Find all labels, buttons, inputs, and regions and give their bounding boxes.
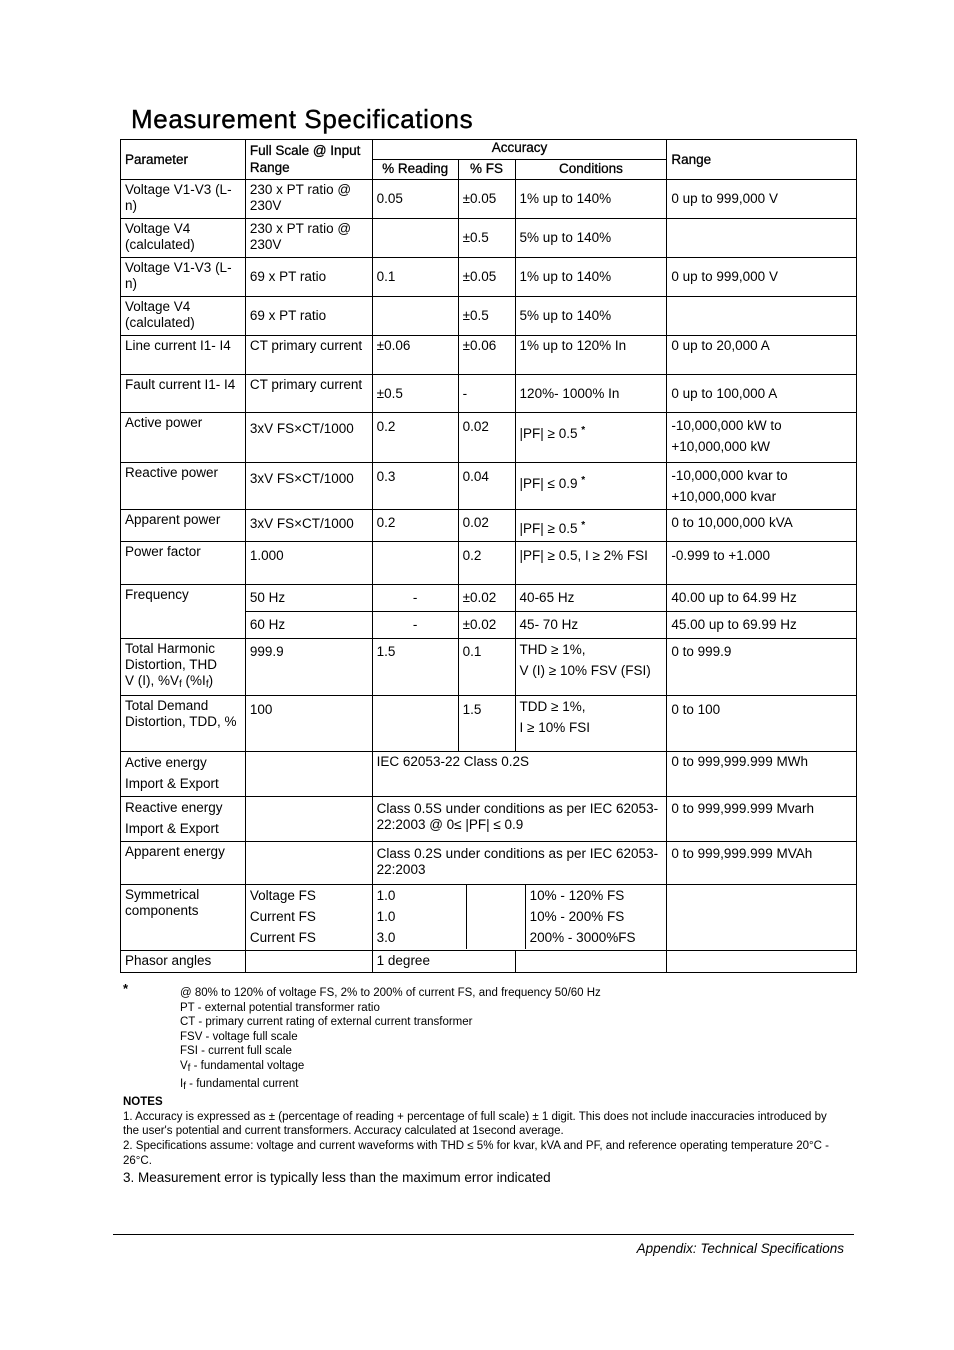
table-row bbox=[121, 258, 857, 297]
cell-conditions: 1% up to 120% In bbox=[515, 336, 667, 375]
footnote-star: * bbox=[581, 520, 586, 531]
conditions-line: 200% - 3000%FS bbox=[529, 930, 636, 945]
param-line: Import & Export bbox=[125, 776, 219, 791]
cell-conditions bbox=[515, 639, 667, 696]
reading-line: 3.0 bbox=[376, 930, 396, 945]
cell-parameter: Frequency bbox=[121, 585, 246, 639]
cell-range bbox=[667, 413, 857, 463]
cell-range bbox=[667, 951, 857, 973]
cell-range: 0 to 999,999.999 MVAh bbox=[667, 842, 857, 885]
cell-reading: ±0.06 bbox=[372, 336, 458, 375]
cell-fs: - bbox=[458, 375, 515, 413]
cell-fs: ±0.02 bbox=[458, 612, 515, 639]
cell-full-scale: 1.000 bbox=[245, 542, 372, 585]
specifications-table bbox=[120, 139, 857, 973]
definition-item bbox=[180, 1059, 843, 1077]
definition-text: - fundamental current bbox=[185, 1077, 299, 1090]
table-row bbox=[121, 297, 857, 336]
cell-full-scale: 100 bbox=[245, 696, 372, 752]
cell-accuracy: Class 0.2S under conditions as per IEC 62053-22:2003 bbox=[372, 842, 667, 885]
reading-line: 1.0 bbox=[376, 909, 396, 924]
param-subscript: f bbox=[205, 679, 209, 690]
page-title: Measurement Specifications bbox=[131, 104, 474, 134]
cell-fs: ±0.02 bbox=[458, 585, 515, 612]
cell-range: 0 up to 100,000 A bbox=[667, 375, 857, 413]
table-row bbox=[121, 752, 857, 797]
cell-conditions: 120%- 1000% In bbox=[515, 375, 667, 413]
cell-parameter: Voltage V4 (calculated) bbox=[121, 219, 246, 258]
table-row bbox=[121, 510, 857, 542]
conditions-line: V (I) ≥ 10% FSV (FSI) bbox=[519, 663, 651, 678]
cell-range: 0 up to 999,000 V bbox=[667, 180, 857, 219]
header-reading: % Reading bbox=[372, 160, 458, 180]
param-text: ) bbox=[208, 673, 214, 688]
cell-reading: 1.5 bbox=[372, 639, 458, 696]
definition-item: PT - external potential transformer ratio bbox=[180, 1001, 380, 1014]
conditions-line: I ≥ 10% FSI bbox=[519, 720, 590, 735]
table-row bbox=[121, 585, 857, 612]
full-scale-line: Voltage FS bbox=[249, 888, 316, 903]
cell-conditions bbox=[515, 510, 667, 542]
cell-parameter: Voltage V1-V3 (L-n) bbox=[121, 180, 246, 219]
footnote-star: * bbox=[581, 425, 586, 436]
notes-title: NOTES bbox=[123, 1096, 163, 1109]
cell-full-scale: 3xV FS×CT/1000 bbox=[245, 510, 372, 542]
cell-range: 0 up to 999,000 V bbox=[667, 258, 857, 297]
param-subscript: f bbox=[179, 679, 182, 690]
footnote-star: * bbox=[123, 981, 129, 996]
definitions-list bbox=[180, 982, 843, 1094]
param-line: Reactive energy bbox=[125, 800, 223, 815]
cell-reading bbox=[372, 696, 458, 752]
definition-text: - fundamental voltage bbox=[190, 1059, 305, 1072]
cell-range bbox=[667, 219, 857, 258]
conditions-text: |PF| ≥ 0.5 bbox=[519, 521, 578, 536]
header-row bbox=[121, 140, 857, 160]
symbol: I bbox=[180, 1077, 184, 1090]
cell-fs: 0.1 bbox=[458, 639, 515, 696]
cell-range bbox=[667, 463, 857, 510]
cell-parameter bbox=[121, 797, 246, 842]
cell-reading bbox=[372, 297, 458, 336]
cell-full-scale: 60 Hz bbox=[245, 612, 372, 639]
cell-parameter: Apparent energy bbox=[121, 842, 246, 885]
table-row bbox=[121, 463, 857, 510]
cell-conditions bbox=[515, 696, 667, 752]
cell-full-scale: CT primary current bbox=[245, 375, 372, 413]
note-item: 3. Measurement error is typically less than the maximum error indicated bbox=[123, 1170, 551, 1186]
cell-full-scale bbox=[245, 885, 372, 951]
header-range: Range bbox=[667, 140, 857, 180]
cell-fs: ±0.05 bbox=[458, 180, 515, 219]
header-accuracy: Accuracy bbox=[372, 140, 667, 160]
cell-range bbox=[667, 885, 857, 951]
conditions-text: |PF| ≥ 0.5 bbox=[519, 426, 578, 441]
symbol-subscript: f bbox=[183, 1080, 186, 1092]
cell-parameter: Symmetrical components bbox=[121, 885, 246, 951]
cell-conditions bbox=[515, 463, 667, 510]
table-row bbox=[121, 413, 857, 463]
cell-parameter: Line current I1- I4 bbox=[121, 336, 246, 375]
header-full-scale: Full Scale @ Input Range bbox=[245, 140, 372, 180]
cell-parameter bbox=[121, 752, 246, 797]
conditions-column bbox=[526, 885, 667, 949]
table-row bbox=[121, 542, 857, 585]
cell-parameter: Voltage V4 (calculated) bbox=[121, 297, 246, 336]
cell-reading: 1 degree bbox=[372, 951, 515, 973]
cell-fs: ±0.05 bbox=[458, 258, 515, 297]
cell-conditions: 40-65 Hz bbox=[515, 585, 667, 612]
cell-reading: - bbox=[372, 612, 458, 639]
cell-conditions: 45- 70 Hz bbox=[515, 612, 667, 639]
footer-divider bbox=[113, 1234, 854, 1235]
conditions-line: THD ≥ 1%, bbox=[519, 642, 586, 657]
param-text: (%I bbox=[181, 673, 206, 688]
definition-item: @ 80% to 120% of voltage FS, 2% to 200% of current FS, and frequency 50/60 Hz bbox=[180, 987, 601, 999]
cell-full-scale: 230 x PT ratio @ 230V bbox=[245, 180, 372, 219]
full-scale-line: Current FS bbox=[249, 909, 316, 924]
cell-full-scale: 230 x PT ratio @ 230V bbox=[245, 219, 372, 258]
cell-range: 0 to 999,999.999 MWh bbox=[667, 752, 857, 797]
cell-full-scale bbox=[245, 797, 372, 842]
table-row bbox=[121, 336, 857, 375]
cell-range: -0.999 to +1.000 bbox=[667, 542, 857, 585]
cell-conditions: 5% up to 140% bbox=[515, 297, 667, 336]
table-row bbox=[121, 375, 857, 413]
cell-full-scale: CT primary current bbox=[245, 336, 372, 375]
accuracy-split bbox=[373, 885, 667, 949]
conditions-line: 10% - 200% FS bbox=[529, 909, 625, 924]
cell-range: 0 to 10,000,000 kVA bbox=[667, 510, 857, 542]
cell-range: 0 to 999,999.999 Mvarh bbox=[667, 797, 857, 842]
cell-accuracy: IEC 62053-22 Class 0.2S bbox=[372, 752, 667, 797]
cell-reading: 0.05 bbox=[372, 180, 458, 219]
table-row bbox=[121, 951, 857, 973]
cell-range bbox=[667, 297, 857, 336]
header-parameter: Parameter bbox=[121, 140, 246, 180]
cell-reading: 0.2 bbox=[372, 413, 458, 463]
cell-parameter: Fault current I1- I4 bbox=[121, 375, 246, 413]
table-row bbox=[121, 842, 857, 885]
definition-item bbox=[180, 1077, 843, 1095]
symbol-subscript: f bbox=[187, 1062, 191, 1074]
cell-parameter: Voltage V1-V3 (L-n) bbox=[121, 258, 246, 297]
cell-reading: 0.2 bbox=[372, 510, 458, 542]
cell-full-scale bbox=[245, 752, 372, 797]
header-fs: % FS bbox=[458, 160, 515, 180]
table-row bbox=[121, 885, 857, 951]
cell-fs: 0.02 bbox=[458, 413, 515, 463]
cell-conditions: 1% up to 140% bbox=[515, 180, 667, 219]
param-line bbox=[125, 673, 241, 693]
table-row bbox=[121, 219, 857, 258]
conditions-line: TDD ≥ 1%, bbox=[519, 699, 586, 714]
definition-item: FSV - voltage full scale bbox=[180, 1030, 298, 1043]
cell-parameter: Reactive power bbox=[121, 463, 246, 510]
cell-full-scale: 69 x PT ratio bbox=[245, 258, 372, 297]
cell-conditions: 5% up to 140% bbox=[515, 219, 667, 258]
cell-fs: 1.5 bbox=[458, 696, 515, 752]
cell-range: 0 to 100 bbox=[667, 696, 857, 752]
cell-conditions bbox=[515, 951, 667, 973]
param-line: Total Harmonic bbox=[125, 641, 216, 656]
cell-conditions: 1% up to 140% bbox=[515, 258, 667, 297]
reading-column bbox=[373, 885, 467, 949]
cell-full-scale bbox=[245, 951, 372, 973]
cell-full-scale: 69 x PT ratio bbox=[245, 297, 372, 336]
page-footer: Appendix: Technical Specifications bbox=[636, 1241, 844, 1256]
cell-full-scale: 3xV FS×CT/1000 bbox=[245, 413, 372, 463]
param-line: Import & Export bbox=[125, 821, 219, 836]
cell-fs: 0.04 bbox=[458, 463, 515, 510]
range-line: +10,000,000 kW bbox=[671, 439, 771, 454]
cell-parameter: Power factor bbox=[121, 542, 246, 585]
cell-accuracy: Class 0.5S under conditions as per IEC 62053-22:2003 @ 0≤ |PF| ≤ 0.9 bbox=[372, 797, 667, 842]
param-line: Distortion, THD bbox=[125, 657, 218, 672]
note-item: 2. Specifications assume: voltage and current waveforms with THD ≤ 5% for kvar, kVA and PF, and reference operating temperature 20°C - 26°C. bbox=[123, 1139, 829, 1167]
footnote-star: * bbox=[581, 475, 586, 486]
cell-conditions bbox=[515, 413, 667, 463]
conditions-text: |PF| ≤ 0.9 bbox=[519, 476, 578, 491]
cell-range: 45.00 up to 69.99 Hz bbox=[667, 612, 857, 639]
cell-range: 40.00 up to 64.99 Hz bbox=[667, 585, 857, 612]
fs-column bbox=[467, 885, 526, 949]
symbol: V bbox=[180, 1059, 188, 1072]
cell-parameter: Phasor angles bbox=[121, 951, 246, 973]
range-line: +10,000,000 kvar bbox=[671, 489, 777, 504]
cell-conditions: |PF| ≥ 0.5, I ≥ 2% FSI bbox=[515, 542, 667, 585]
cell-reading: 0.3 bbox=[372, 463, 458, 510]
cell-reading: - bbox=[372, 585, 458, 612]
header-conditions: Conditions bbox=[515, 160, 667, 180]
cell-parameter: Total Demand Distortion, TDD, % bbox=[121, 696, 246, 752]
definition-item: CT - primary current rating of external current transformer bbox=[180, 1016, 473, 1029]
full-scale-line: Current FS bbox=[249, 930, 316, 945]
cell-fs: 0.2 bbox=[458, 542, 515, 585]
cell-reading bbox=[372, 542, 458, 585]
table-row bbox=[121, 180, 857, 219]
cell-reading: 0.1 bbox=[372, 258, 458, 297]
param-text: V (I), %V bbox=[125, 673, 180, 688]
cell-full-scale: 999.9 bbox=[245, 639, 372, 696]
table-row bbox=[121, 639, 857, 696]
cell-parameter: Active power bbox=[121, 413, 246, 463]
conditions-line: 10% - 120% FS bbox=[529, 888, 625, 903]
cell-fs: ±0.5 bbox=[458, 297, 515, 336]
range-line: -10,000,000 kW to bbox=[671, 418, 782, 433]
table-row bbox=[121, 797, 857, 842]
note-item: 1. Accuracy is expressed as ± (percentage of reading + percentage of full scale) ± 1 digit. This does not include inaccuracies introduced by the user's potential and current transformers. Accuracy calculated at 1second average. bbox=[123, 1110, 827, 1138]
cell-fs: ±0.06 bbox=[458, 336, 515, 375]
cell-range: 0 up to 20,000 A bbox=[667, 336, 857, 375]
definition-item: FSI - current full scale bbox=[180, 1045, 292, 1058]
param-line: Active energy bbox=[125, 755, 207, 770]
cell-fs: ±0.5 bbox=[458, 219, 515, 258]
cell-range: 0 to 999.9 bbox=[667, 639, 857, 696]
cell-full-scale bbox=[245, 842, 372, 885]
cell-fs: 0.02 bbox=[458, 510, 515, 542]
reading-line: 1.0 bbox=[376, 888, 396, 903]
cell-reading bbox=[372, 219, 458, 258]
cell-full-scale: 3xV FS×CT/1000 bbox=[245, 463, 372, 510]
cell-full-scale: 50 Hz bbox=[245, 585, 372, 612]
cell-reading: ±0.5 bbox=[372, 375, 458, 413]
cell-parameter bbox=[121, 639, 246, 696]
table-row bbox=[121, 696, 857, 752]
range-line: -10,000,000 kvar to bbox=[671, 468, 788, 483]
footnotes bbox=[123, 982, 843, 1186]
cell-parameter: Apparent power bbox=[121, 510, 246, 542]
cell-accuracy-group bbox=[372, 885, 667, 951]
